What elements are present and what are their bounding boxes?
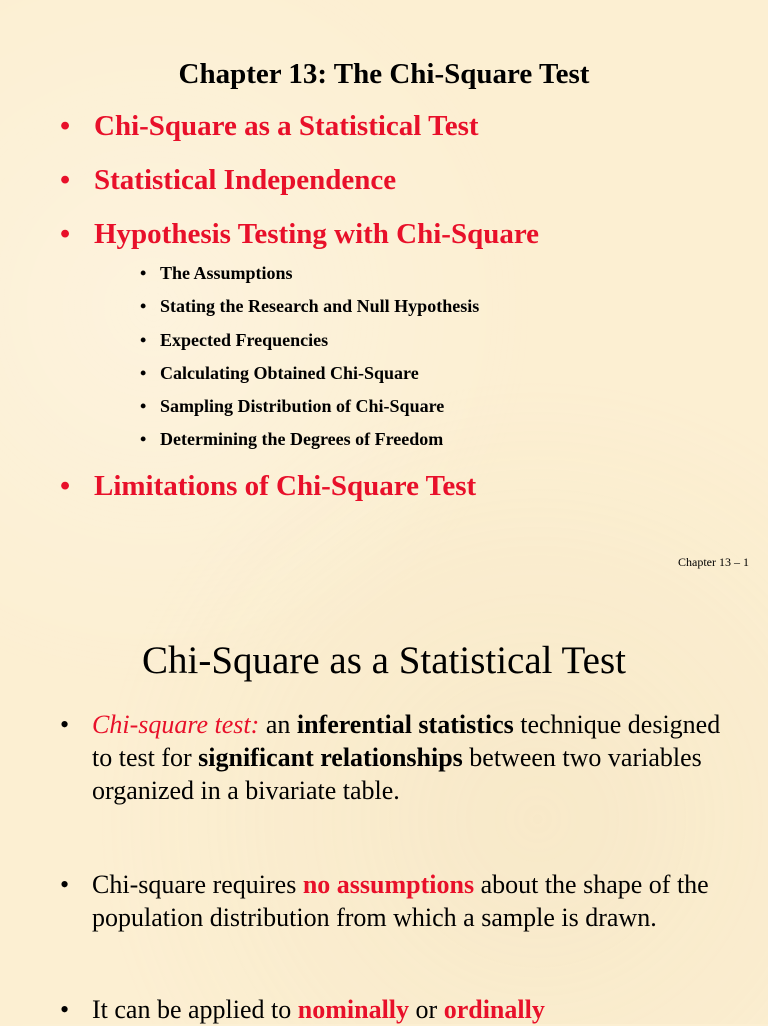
bullet-text: Chi-Square as a Statistical Test <box>94 110 479 142</box>
bullet-dot: • <box>140 296 147 316</box>
sub-bullet-obtained-chi-square <box>140 363 419 384</box>
bullet-dot: • <box>60 995 70 1024</box>
bullet-text: Statistical Independence <box>94 164 397 196</box>
sub-bullet-expected-frequencies <box>140 330 328 351</box>
emphasis-ordinally: ordinally <box>443 995 545 1024</box>
bullet-chi-square-test <box>60 110 479 143</box>
sub-bullet-research-hypothesis <box>140 296 479 317</box>
slide-footer: Chapter 13 – 1 <box>678 555 749 569</box>
bullet-dot: • <box>140 363 147 383</box>
bullet-text: Limitations of Chi-Square Test <box>94 470 477 502</box>
text-run: between two variables organized in a bivariate table. <box>92 743 702 805</box>
bullet-limitations <box>60 470 476 503</box>
paragraph-text <box>92 868 730 934</box>
text-run: or <box>409 995 444 1024</box>
slide-title: Chi-Square as a Statistical Test <box>142 639 626 682</box>
bullet-dot: • <box>60 470 71 502</box>
term-chi-square-test: Chi-square test: <box>92 710 260 739</box>
sub-bullet-text: Stating the Research and Null Hypothesis <box>160 296 480 316</box>
bullet-dot: • <box>60 164 71 196</box>
bullet-statistical-independence <box>60 164 396 197</box>
bullet-dot: • <box>60 110 71 142</box>
bullet-dot: • <box>60 710 70 739</box>
sub-bullet-sampling-distribution <box>140 396 444 417</box>
sub-bullet-text: Expected Frequencies <box>160 330 329 350</box>
sub-bullet-text: Sampling Distribution of Chi-Square <box>160 396 445 416</box>
bullet-dot: • <box>140 429 147 449</box>
bullet-dot: • <box>140 263 147 283</box>
paragraph-text <box>92 993 730 1026</box>
paragraph-text <box>92 708 730 807</box>
bullet-dot: • <box>140 396 147 416</box>
sub-bullet-text: Calculating Obtained Chi-Square <box>160 363 419 383</box>
sub-bullet-assumptions <box>140 263 293 284</box>
slide-chi-square-statistical-test <box>0 580 768 1024</box>
text-run: It can be applied to <box>92 995 298 1024</box>
bullet-dot: • <box>60 870 70 899</box>
emphasis-no-assumptions: no assumptions <box>302 870 475 899</box>
emphasis-inferential-statistics: inferential statistics <box>296 710 514 739</box>
paragraph-no-assumptions <box>60 868 730 934</box>
sub-bullet-text: The Assumptions <box>160 263 293 283</box>
bullet-dot: • <box>60 218 71 250</box>
emphasis-nominally: nominally <box>297 995 410 1024</box>
text-run: an <box>259 710 297 739</box>
text-run: technique designed to test for <box>92 710 721 772</box>
bullet-dot: • <box>140 330 147 350</box>
bullet-text: Hypothesis Testing with Chi-Square <box>94 218 540 250</box>
bullet-hypothesis-testing <box>60 218 539 251</box>
paragraph-applied-to <box>60 993 730 1026</box>
paragraph-definition <box>60 708 730 807</box>
sub-bullet-text: Determining the Degrees of Freedom <box>160 429 444 449</box>
text-run: Chi-square requires <box>92 870 303 899</box>
emphasis-significant-relationships: significant relationships <box>198 743 463 772</box>
sub-bullet-degrees-of-freedom <box>140 429 443 450</box>
slide-title: Chapter 13: The Chi-Square Test <box>178 58 590 90</box>
text-run: about the shape of the population distribution from which a sample is drawn. <box>92 870 709 932</box>
